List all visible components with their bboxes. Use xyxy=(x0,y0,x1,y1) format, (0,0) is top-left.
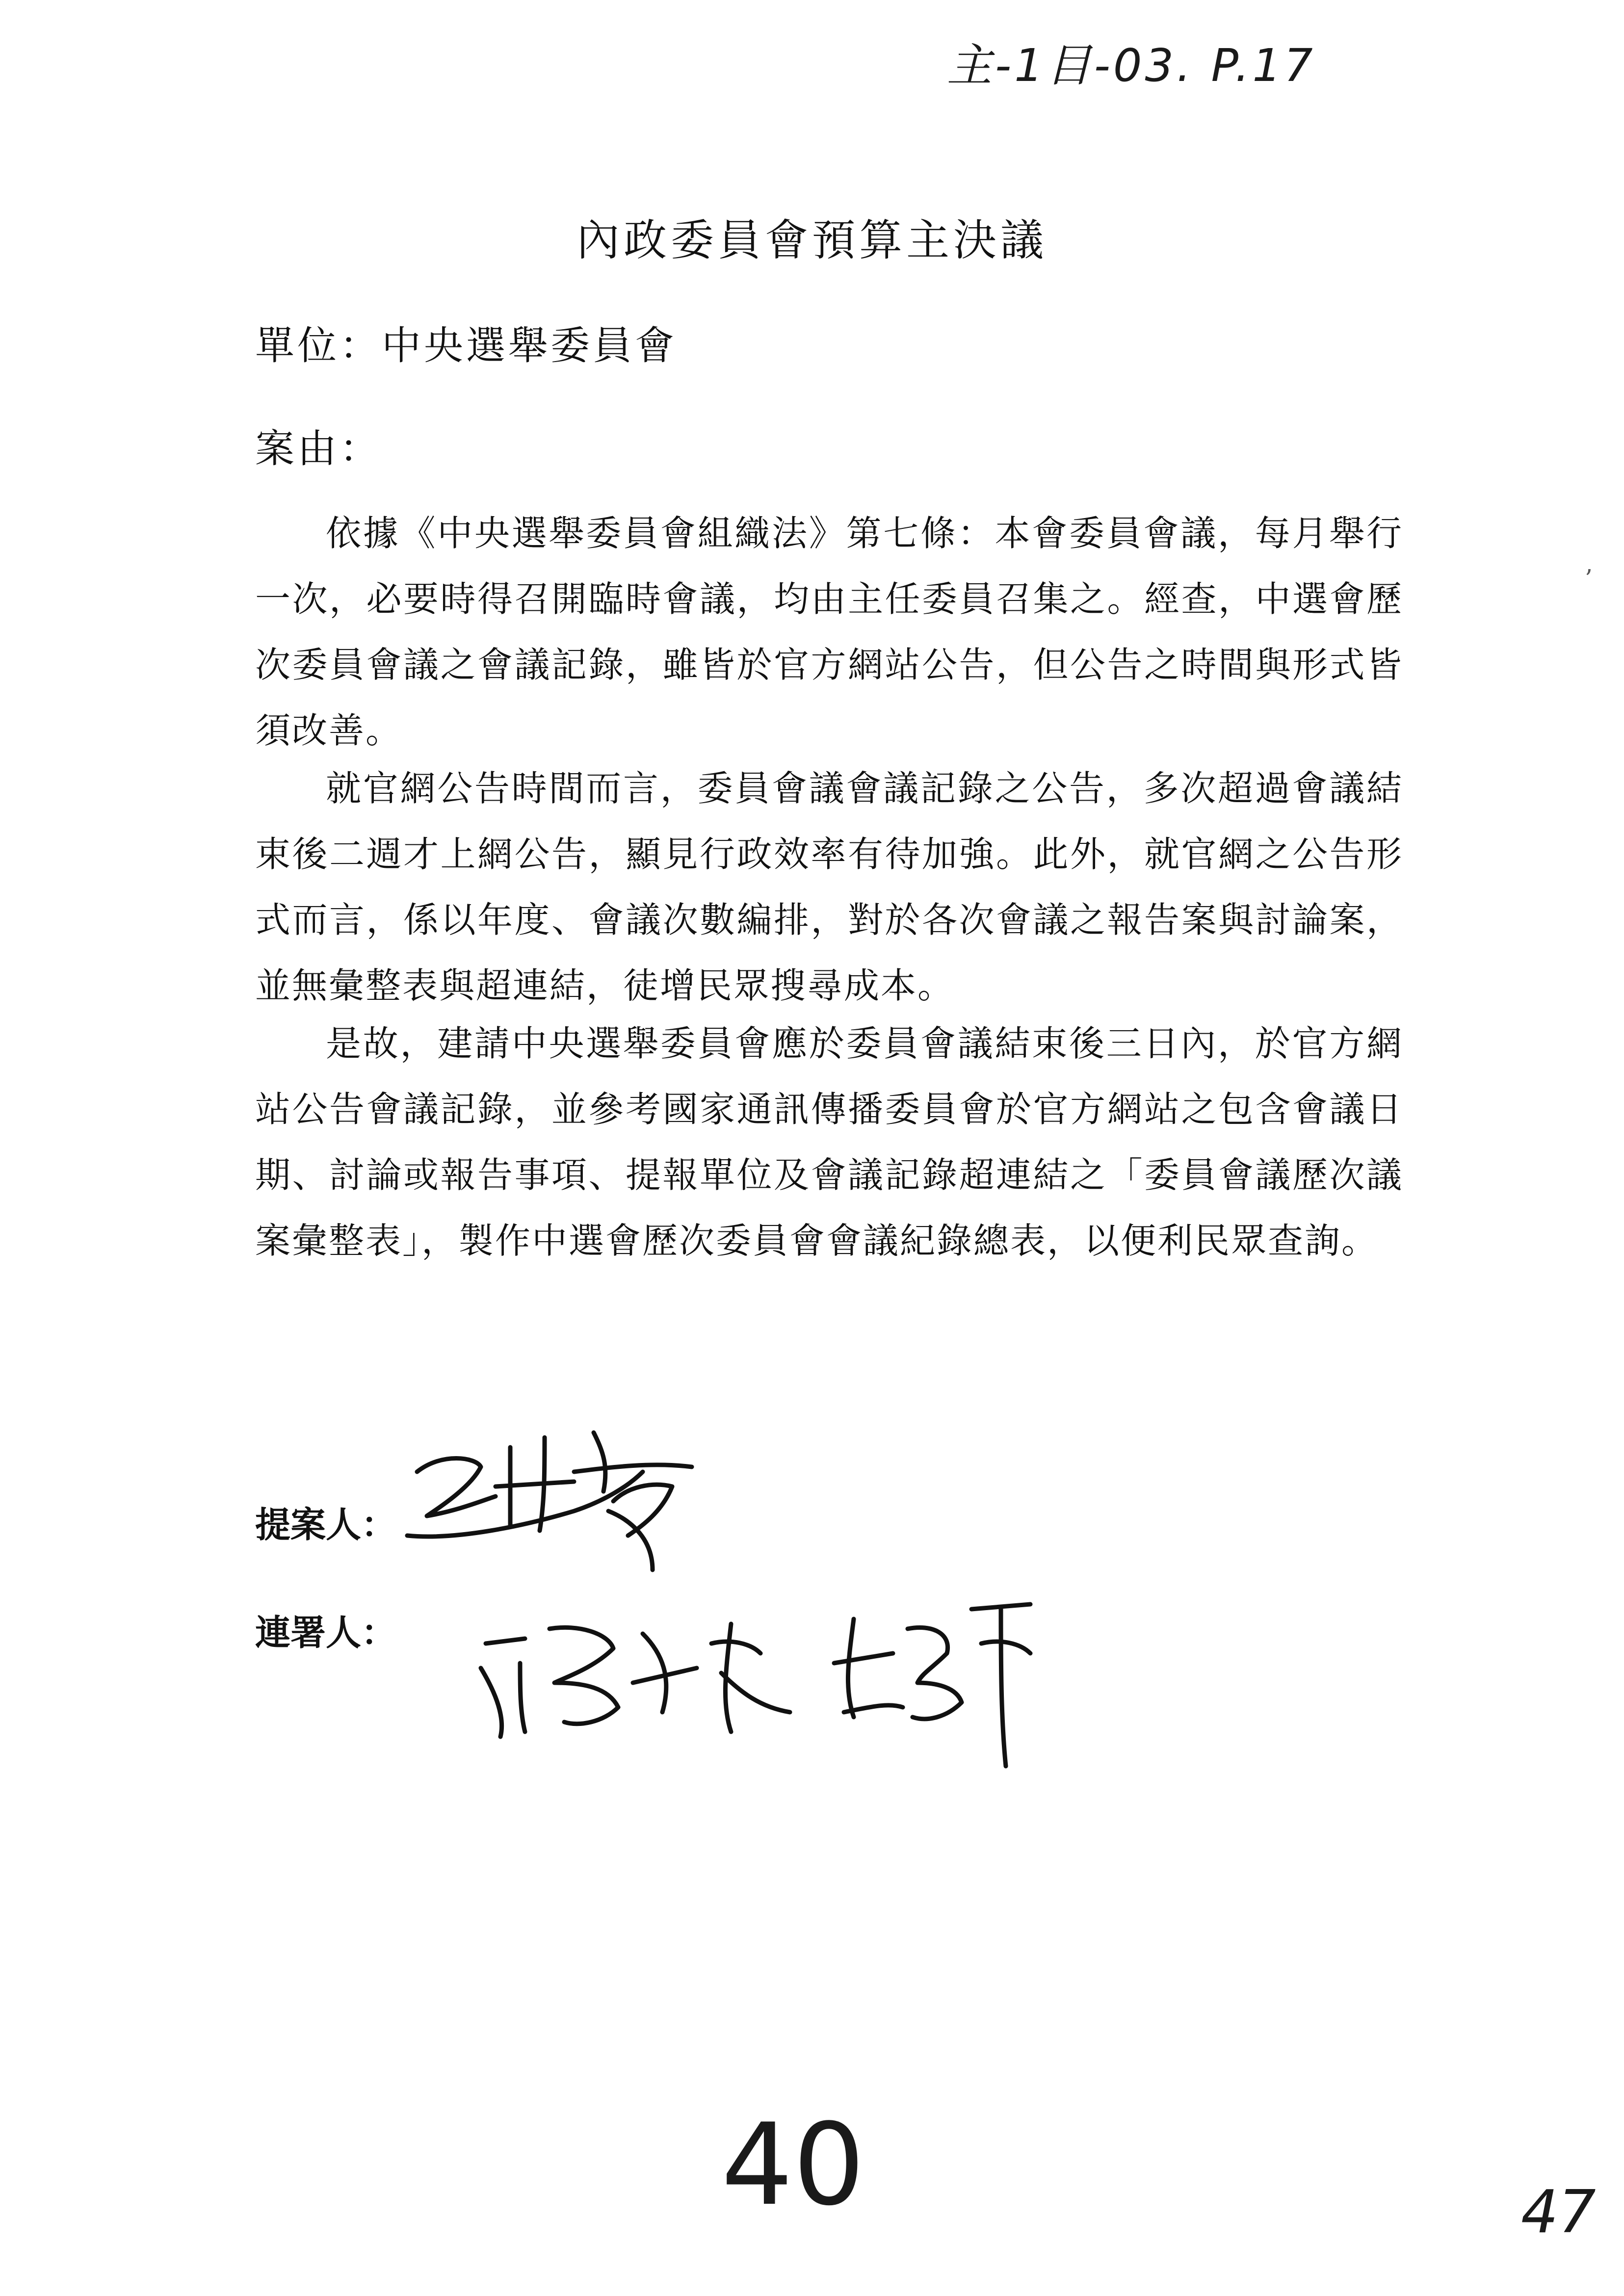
paragraph-2: 就官網公告時間而言，委員會議會議記錄之公告，多次超過會議結束後二週才上網公告，顯見行政效率有待加強。此外，就官網之公告形式而言，係以年度、會議次數編排，對於各次會議之報告案與討論案，並無彙整表與超連結，徒增民眾搜尋成本。 xyxy=(255,768,1403,1006)
unit-value: 中央選舉委員會 xyxy=(382,323,677,368)
stamp-number: 47 xyxy=(1521,2178,1596,2246)
document-title: 內政委員會預算主決議 xyxy=(576,215,1048,265)
cosigner-label: 連署人： xyxy=(255,1612,397,1653)
cosigner-signature-1 xyxy=(466,1594,810,1751)
reference-number: 主-1目-03. P.17 xyxy=(947,39,1316,92)
stray-mark: ’ xyxy=(1585,564,1593,593)
cosigner-signature-2 xyxy=(824,1590,1050,1776)
proposer-label: 提案人： xyxy=(255,1504,397,1545)
unit-label: 單位： xyxy=(255,323,382,368)
reason-label: 案由： xyxy=(255,426,382,471)
paragraph-1: 依據《中央選舉委員會組織法》第七條：本會委員會議，每月舉行一次，必要時得召開臨時會議，均由主任委員召集之。經查，中選會歷次委員會議之會議記錄，雖皆於官方網站公告，但公告之時間與形式皆須改善。 xyxy=(255,513,1403,751)
paragraph-3: 是故，建請中央選舉委員會應於委員會議結束後三日內，於官方網站公告會議記錄，並參考國家通訊傳播委員會於官方網站之包含會議日期、討論或報告事項、提報單位及會議記錄超連結之「委員會議歷次議案彙整表」，製作中選會歷次委員會會議紀錄總表，以便利民眾查詢。 xyxy=(255,1023,1403,1261)
page-number: 40 xyxy=(721,2100,865,2231)
unit-line xyxy=(255,314,677,370)
proposer-signature xyxy=(397,1413,751,1580)
